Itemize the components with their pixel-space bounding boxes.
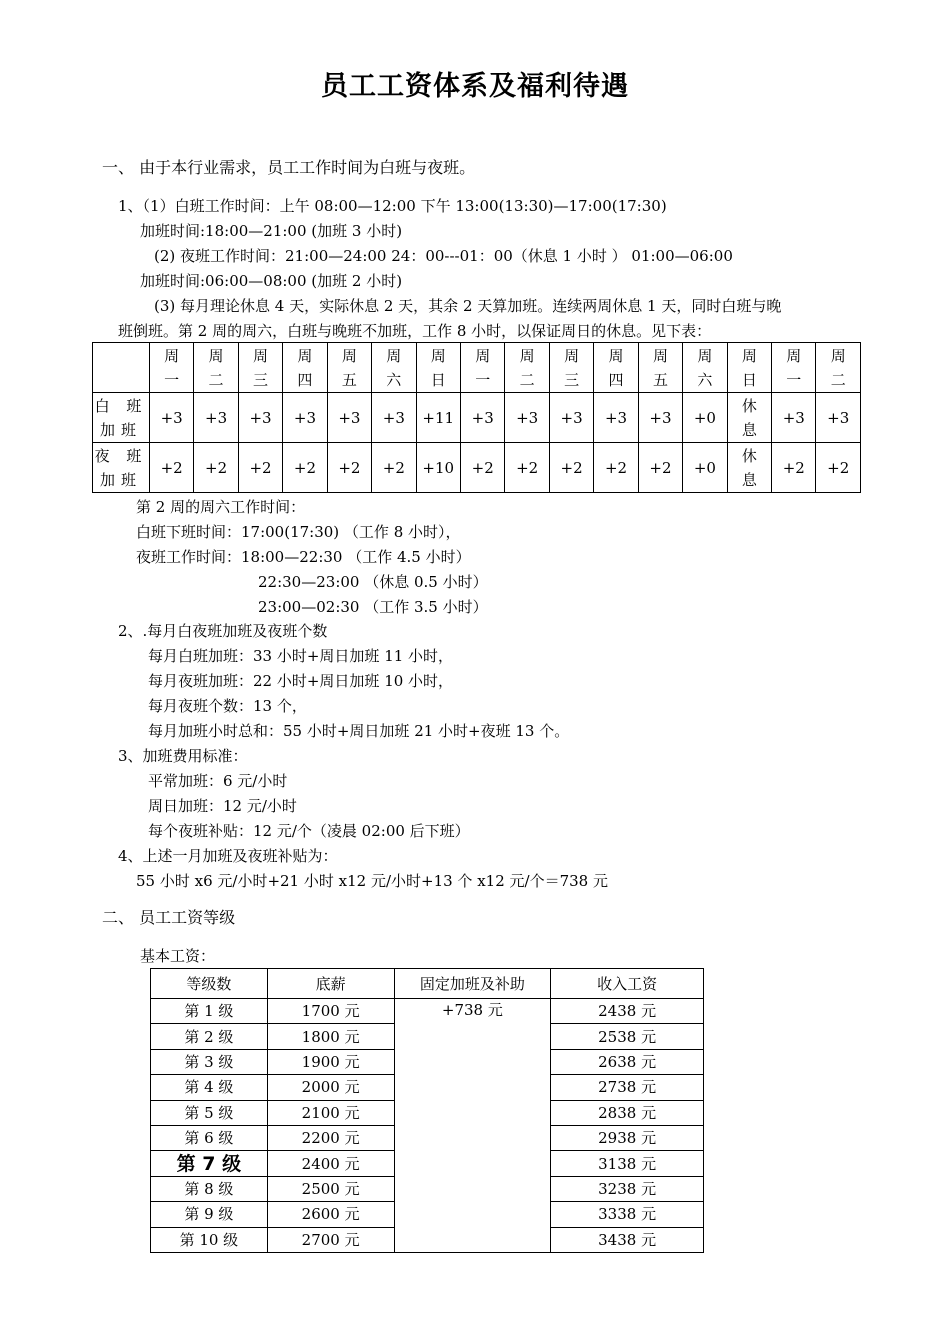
salary-income: 2538 元: [551, 1024, 704, 1049]
salary-income: 3138 元: [551, 1151, 704, 1176]
salary-income: 3438 元: [551, 1227, 704, 1252]
schedule-corner-cell: [93, 343, 150, 393]
schedule-cell: +2: [594, 443, 638, 493]
item1-line2: 加班时间:18:00—21:00 (加班 3 小时): [140, 222, 403, 240]
item3-line3: 每个夜班补贴：12 元/个（凌晨 02:00 后下班）: [148, 822, 470, 840]
basic-salary-label: 基本工资：: [140, 947, 216, 965]
salary-level: 第 3 级: [151, 1049, 268, 1074]
salary-level: 第 2 级: [151, 1024, 268, 1049]
schedule-cell: +10: [416, 443, 460, 493]
schedule-day-header: 周 日: [416, 343, 460, 393]
schedule-day-row: [93, 393, 861, 443]
schedule-day-header: 周 一: [149, 343, 193, 393]
salary-level: 第 8 级: [151, 1176, 268, 1201]
schedule-day-header: 周 六: [372, 343, 416, 393]
salary-base: 2200 元: [267, 1125, 394, 1150]
schedule-day-header: 周 二: [816, 343, 861, 393]
salary-income: 2938 元: [551, 1125, 704, 1150]
schedule-cell: +0: [683, 393, 727, 443]
schedule-cell: +0: [683, 443, 727, 493]
schedule-day-header: 周 五: [327, 343, 371, 393]
schedule-cell: +2: [327, 443, 371, 493]
schedule-row-label: 白 班 加班: [93, 393, 150, 443]
salary-level: 第 5 级: [151, 1100, 268, 1125]
salary-income: 2438 元: [551, 999, 704, 1024]
salary-row: [151, 999, 704, 1024]
schedule-cell: +2: [816, 443, 861, 493]
salary-income: 3238 元: [551, 1176, 704, 1201]
salary-income: 2838 元: [551, 1100, 704, 1125]
salary-level: 第 10 级: [151, 1227, 268, 1252]
section1-heading: 一、 由于本行业需求，员工工作时间为白班与夜班。: [102, 158, 476, 177]
item2-line4: 每月加班小时总和：55 小时+周日加班 21 小时+夜班 13 个。: [148, 722, 570, 740]
schedule-cell: +3: [149, 393, 193, 443]
overtime-schedule-table: [92, 342, 861, 493]
schedule-cell: +3: [283, 393, 327, 443]
schedule-day-header: 周 四: [594, 343, 638, 393]
schedule-cell: +2: [460, 443, 504, 493]
sat-night-shift-2: 22:30—23:00 （休息 0.5 小时）: [258, 573, 488, 591]
header-level: 等级数: [151, 969, 268, 999]
item1-line1: 1、（1）白班工作时间：上午 08:00—12:00 下午 13:00(13:30)—17:00(17:30): [118, 197, 667, 215]
salary-base: 2000 元: [267, 1075, 394, 1100]
salary-base: 2400 元: [267, 1151, 394, 1176]
item3-title: 3、加班费用标准：: [118, 747, 248, 765]
schedule-cell: +11: [416, 393, 460, 443]
salary-level: 第 9 级: [151, 1202, 268, 1227]
salary-base: 1700 元: [267, 999, 394, 1024]
schedule-day-header: 周 四: [283, 343, 327, 393]
salary-base: 2500 元: [267, 1176, 394, 1201]
schedule-cell: +3: [549, 393, 593, 443]
section2-heading: 二、 员工工资等级: [102, 908, 236, 927]
schedule-cell: 休 息: [727, 393, 771, 443]
schedule-cell: +3: [594, 393, 638, 443]
schedule-cell: +2: [283, 443, 327, 493]
schedule-cell: +2: [149, 443, 193, 493]
schedule-cell: +2: [505, 443, 549, 493]
salary-header-row: [151, 969, 704, 999]
schedule-cell: +2: [549, 443, 593, 493]
salary-level: 第 6 级: [151, 1125, 268, 1150]
item4-line1: 55 小时 x6 元/小时+21 小时 x12 元/小时+13 个 x12 元/个＝738 元: [136, 872, 608, 890]
salary-grade-table: [150, 968, 704, 1253]
sat-title: 第 2 周的周六工作时间：: [136, 498, 306, 516]
salary-income: 2638 元: [551, 1049, 704, 1074]
schedule-cell: 休 息: [727, 443, 771, 493]
schedule-day-header: 周 六: [683, 343, 727, 393]
item2-line3: 每月夜班个数：13 个，: [148, 697, 307, 715]
item3-line2: 周日加班：12 元/小时: [148, 797, 297, 815]
page-title: 员工工资体系及福利待遇: [321, 71, 629, 102]
schedule-day-header: 周 三: [238, 343, 282, 393]
salary-level: 第 4 级: [151, 1075, 268, 1100]
schedule-day-header: 周 三: [549, 343, 593, 393]
salary-income: 3338 元: [551, 1202, 704, 1227]
schedule-day-header: 周 五: [638, 343, 682, 393]
schedule-cell: +3: [816, 393, 861, 443]
schedule-cell: +2: [772, 443, 816, 493]
item2-line2: 每月夜班加班：22 小时+周日加班 10 小时，: [148, 672, 454, 690]
sat-night-shift-1: 夜班工作时间：18:00—22:30 （工作 4.5 小时）: [136, 548, 471, 566]
item1-line4: 加班时间:06:00—08:00 (加班 2 小时): [140, 272, 403, 290]
schedule-cell: +3: [372, 393, 416, 443]
schedule-cell: +3: [238, 393, 282, 443]
salary-base: 1800 元: [267, 1024, 394, 1049]
schedule-row-label: 夜 班 加班: [93, 443, 150, 493]
salary-base: 2700 元: [267, 1227, 394, 1252]
schedule-cell: +3: [638, 393, 682, 443]
schedule-cell: +2: [638, 443, 682, 493]
salary-level: 第 1 级: [151, 999, 268, 1024]
salary-base: 2100 元: [267, 1100, 394, 1125]
sat-night-shift-3: 23:00—02:30 （工作 3.5 小时）: [258, 598, 488, 616]
header-base: 底薪: [267, 969, 394, 999]
item2-line1: 每月白班加班：33 小时+周日加班 11 小时，: [148, 647, 454, 665]
sat-day-shift: 白班下班时间：17:00(17:30) （工作 8 小时），: [136, 523, 461, 541]
schedule-cell: +2: [194, 443, 238, 493]
salary-level: 第 7 级: [151, 1151, 268, 1176]
schedule-cell: +3: [194, 393, 238, 443]
item1-line3: (2) 夜班工作时间：21:00—24:00 24：00---01：00（休息 1 小时 ） 01:00—06:00: [154, 247, 733, 265]
schedule-cell: +3: [772, 393, 816, 443]
header-allowance: 固定加班及补助: [394, 969, 551, 999]
schedule-night-row: [93, 443, 861, 493]
schedule-day-header: 周 一: [460, 343, 504, 393]
schedule-cell: +3: [327, 393, 371, 443]
item1-line6: 班倒班。第 2 周的周六，白班与晚班不加班，工作 8 小时，以保证周日的休息。见下表：: [118, 322, 712, 340]
schedule-header-row: [93, 343, 861, 393]
item4-title: 4、上述一月加班及夜班补贴为：: [118, 847, 338, 865]
schedule-cell: +2: [372, 443, 416, 493]
item1-line5: (3) 每月理论休息 4 天，实际休息 2 天，其余 2 天算加班。连续两周休息 1 天，同时白班与晚: [154, 297, 782, 315]
header-income: 收入工资: [551, 969, 704, 999]
item2-title: 2、.每月白夜班加班及夜班个数: [118, 622, 328, 640]
schedule-day-header: 周 二: [194, 343, 238, 393]
salary-base: 1900 元: [267, 1049, 394, 1074]
schedule-day-header: 周 日: [727, 343, 771, 393]
salary-base: 2600 元: [267, 1202, 394, 1227]
salary-income: 2738 元: [551, 1075, 704, 1100]
schedule-day-header: 周 二: [505, 343, 549, 393]
schedule-cell: +3: [505, 393, 549, 443]
schedule-cell: +3: [460, 393, 504, 443]
item3-line1: 平常加班：6 元/小时: [148, 772, 288, 790]
schedule-day-header: 周 一: [772, 343, 816, 393]
salary-allowance: +738 元: [394, 999, 551, 1253]
schedule-cell: +2: [238, 443, 282, 493]
